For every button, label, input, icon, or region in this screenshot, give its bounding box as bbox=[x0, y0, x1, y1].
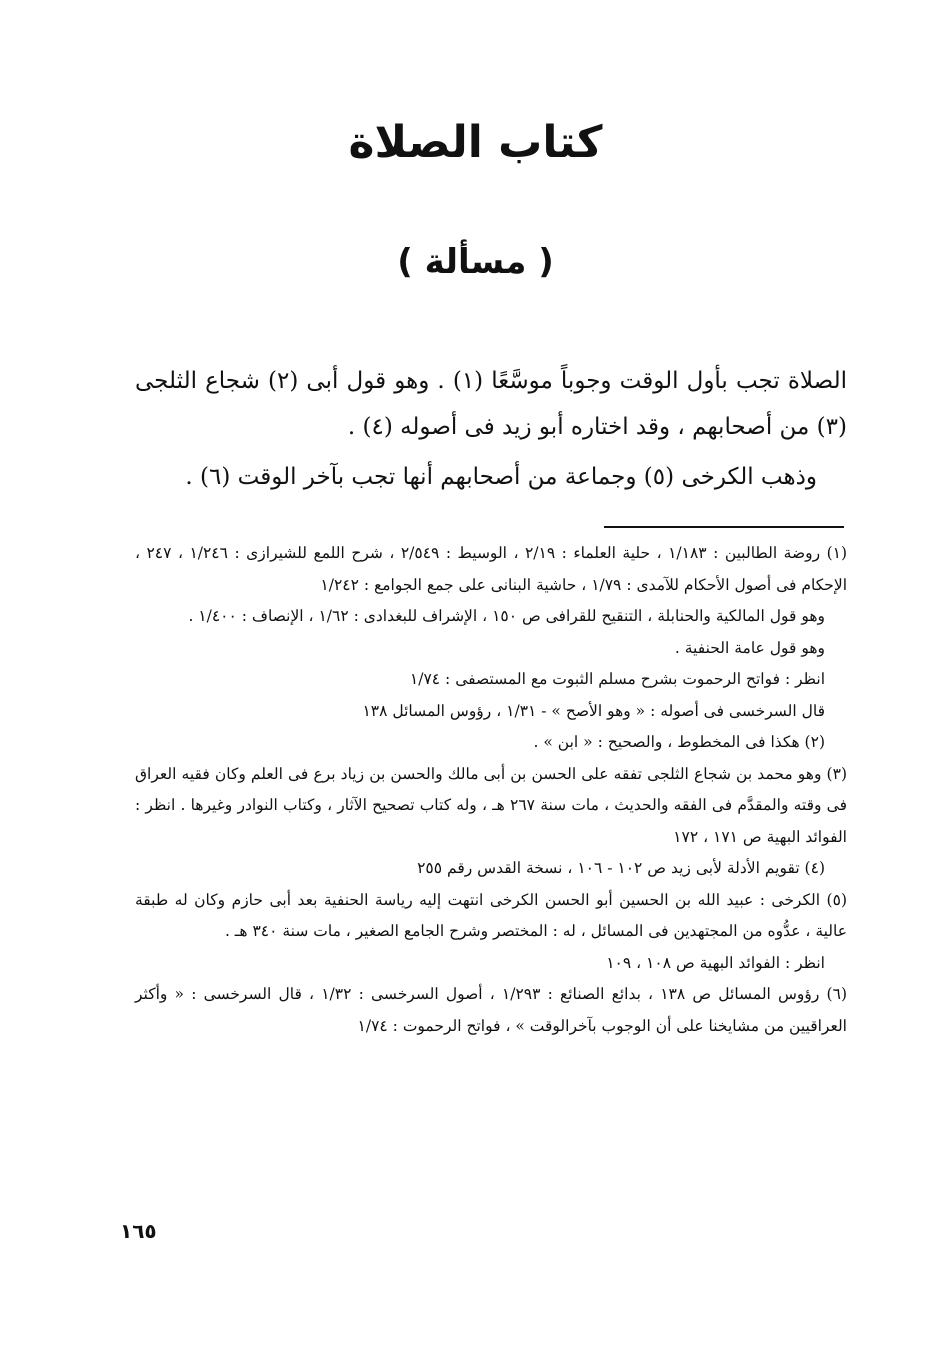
footnote-1-continued: قال السرخسى فى أصوله : « وهو الأصح » - ١/٣١ ، رؤوس المسائل ١٣٨ bbox=[362, 701, 825, 720]
footnote-4: (٤) تقويم الأدلة لأبى زيد ص ١٠٢ - ١٠٦ ، نسخة القدس رقم ٢٥٥ bbox=[417, 859, 825, 877]
footnote-1-continued: انظر : فواتح الرحموت بشرح مسلم الثبوت مع المستصفى : ١/٧٤ bbox=[409, 670, 825, 688]
footnote-5-continued: انظر : الفوائد البهية ص ١٠٨ ، ١٠٩ bbox=[606, 953, 825, 972]
footnote-1-continued: وهو قول عامة الحنفية . bbox=[674, 638, 825, 657]
main-paragraph-1: الصلاة تجب بأول الوقت وجوباً موسَّعًا (١) . وهو قول أبى (٢) شجاع الثلجى (٣) من أصحابهم ، وقد اختاره أبو زيد فى أصوله (٤) . bbox=[135, 368, 847, 440]
main-text bbox=[135, 358, 847, 500]
chapter-title: كتاب الصلاة bbox=[348, 117, 603, 168]
footnote-6: (٦) رؤوس المسائل ص ١٣٨ ، بدائع الصنائع : ١/٢٩٣ ، أصول السرخسى : ١/٣٢ ، قال السرخسى : « وأكثر العراقيين من مشايخنا على أن الوجوب بآخرالوقت » ، فواتح الرحموت : ١/٧٤ bbox=[135, 985, 847, 1035]
footnote-3: (٣) وهو محمد بن شجاع الثلجى تفقه على الحسن بن أبى مالك والحسن بن زياد برع فى العلم وكان فقيه العراق فى وقته والمقدَّم فى الفقه والحديث ، مات سنة ٢٦٧ هـ ، وله كتاب تصحيح الآثار ، وكتاب النوادر وغيرها . انظر : الفوائد البهية ص ١٧١ ، ١٧٢ bbox=[135, 764, 847, 846]
footnote-1: (١) روضة الطالبين : ١/١٨٣ ، حلية العلماء : ٢/١٩ ، الوسيط : ٢/٥٤٩ ، شرح اللمع للشيرازى : ١/٢٤٦ ، ٢٤٧ ، الإحكام فى أصول الأحكام للآمدى : ١/٧٩ ، حاشية البنانى على جمع الجوامع : ١/٢٤٢ bbox=[135, 544, 848, 594]
footnotes bbox=[135, 538, 847, 1042]
footnote-1-continued: وهو قول المالكية والحنابلة ، التنقيح للقرافى ص ١٥٠ ، الإشراف للبغدادى : ١/٦٢ ، الإنصاف : ١/٤٠٠ . bbox=[188, 607, 825, 625]
footnote-5: (٥) الكرخى : عبيد الله بن الحسين أبو الحسن الكرخى انتهت إليه رياسة الحنفية بعد أبى حازم وكان له طبقة عالية ، عدُّوه من المجتهدين فى المسائل ، له : المختصر وشرح الجامع الصغير ، مات سنة ٣٤٠ هـ . bbox=[135, 890, 847, 940]
page-number: ١٦٥ bbox=[120, 1219, 157, 1243]
footnote-2: (٢) هكذا فى المخطوط ، والصحيح : « ابن » . bbox=[533, 733, 825, 751]
main-paragraph-2: وذهب الكرخى (٥) وجماعة من أصحابهم أنها تجب بآخر الوقت (٦) . bbox=[185, 464, 817, 490]
footnote-divider bbox=[604, 526, 844, 528]
section-heading: ( مسألة ) bbox=[397, 242, 554, 282]
